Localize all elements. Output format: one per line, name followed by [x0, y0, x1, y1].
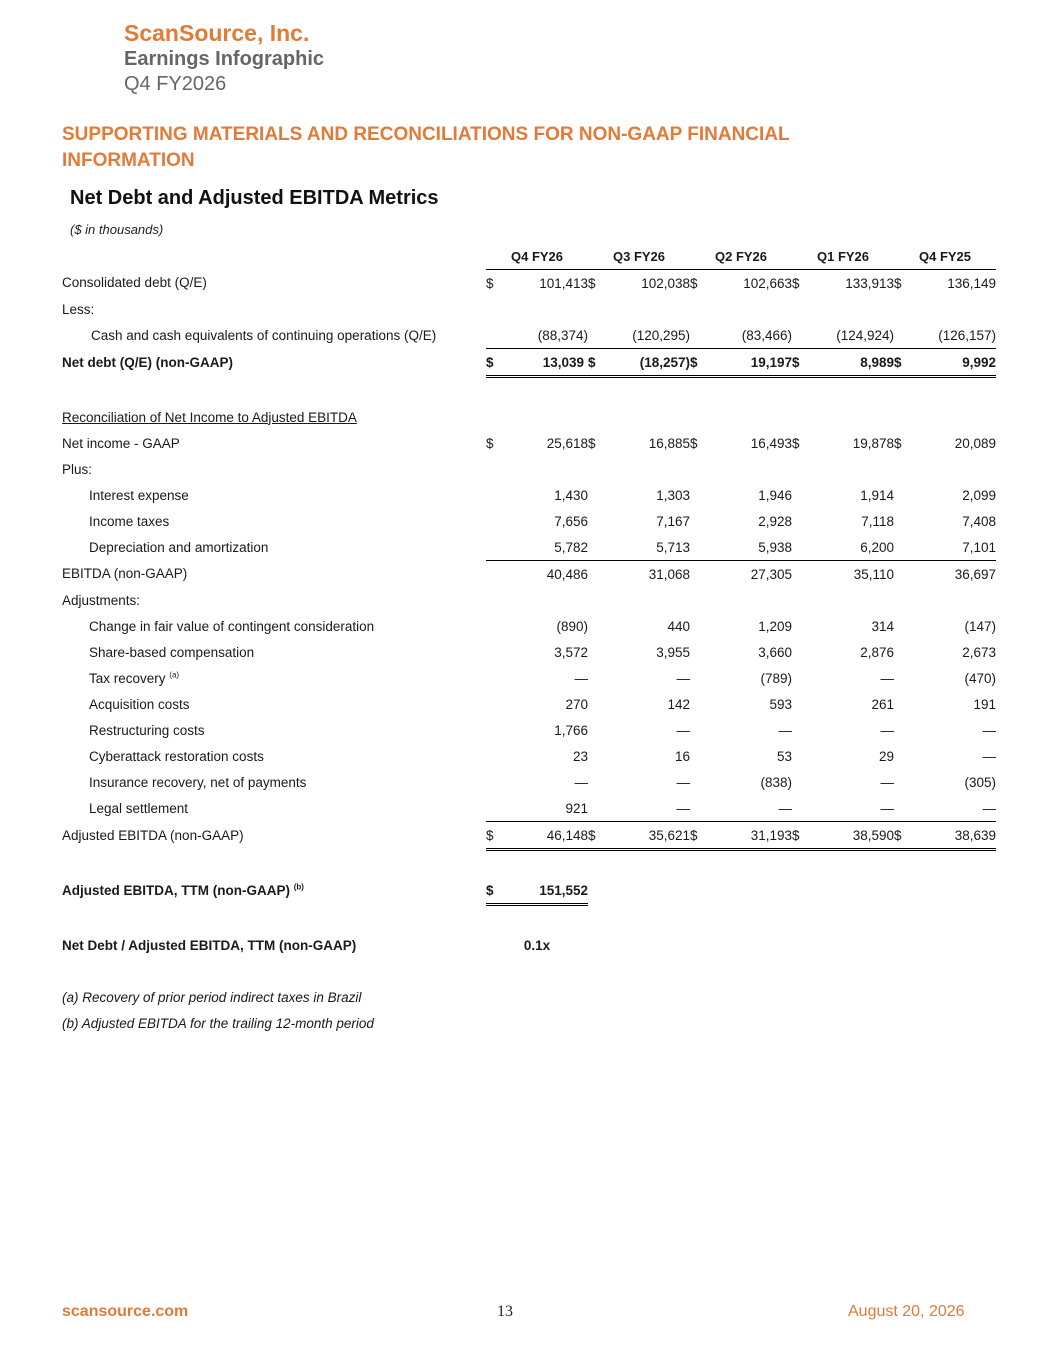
- table-row: [62, 404, 996, 430]
- cell-value: (18,257): [602, 349, 690, 377]
- table-row: [62, 296, 996, 322]
- cell-value: 7,656: [554, 513, 588, 529]
- cell-value: (83,466): [704, 322, 792, 349]
- cell-value: 270: [565, 696, 588, 712]
- cell-value: 7,408: [962, 513, 996, 529]
- dollar-sign: $: [690, 275, 698, 291]
- row-label: Legal settlement: [89, 800, 189, 816]
- section-title: SUPPORTING MATERIALS AND RECONCILIATIONS FOR NON-GAAP FINANCIAL INFORMATION: [62, 124, 790, 171]
- cell-value: (890): [556, 618, 588, 634]
- cell-value: 2,673: [962, 644, 996, 660]
- dollar-sign: $: [486, 349, 500, 377]
- cell-value: 29: [878, 748, 894, 764]
- table-row: [62, 665, 996, 691]
- row-label: Cyberattack restoration costs: [89, 748, 264, 764]
- cell-value: 6,200: [806, 534, 894, 561]
- cell-value: —: [778, 722, 792, 738]
- dollar-sign: $: [894, 349, 908, 377]
- cell-value: 38,639: [908, 822, 996, 850]
- dollar-sign: $: [792, 349, 806, 377]
- footer-date: August 20, 2026: [848, 1303, 965, 1320]
- company-name: ScanSource, Inc.: [124, 20, 310, 46]
- reconciliation-heading: Reconciliation of Net Income to Adjusted EBITDA: [62, 409, 357, 425]
- row-label: Plus:: [62, 461, 93, 477]
- row-label: Change in fair value of contingent consideration: [89, 618, 375, 634]
- row-label: Interest expense: [89, 487, 189, 503]
- cell-value: 1,946: [758, 487, 792, 503]
- cell-value: 142: [667, 696, 690, 712]
- dollar-sign: $: [486, 877, 500, 905]
- table-row: [62, 691, 996, 717]
- cell-value: 151,552: [500, 877, 588, 905]
- column-header-row: [62, 243, 996, 270]
- table-row: [62, 534, 996, 561]
- table-row: [62, 482, 996, 508]
- cell-value: 3,572: [554, 644, 588, 660]
- cell-value: 102,038: [641, 275, 690, 291]
- dollar-sign: $: [792, 822, 806, 850]
- row-label: Net income - GAAP: [62, 435, 180, 451]
- cell-value: 1,430: [554, 487, 588, 503]
- cell-value: —: [806, 795, 894, 822]
- dollar-sign: $: [894, 822, 908, 850]
- dollar-sign: $: [894, 435, 902, 451]
- cell-value: 16: [674, 748, 690, 764]
- footnote-b: (b) Adjusted EBITDA for the trailing 12-month period: [62, 1015, 374, 1031]
- table-row: [62, 270, 996, 297]
- footnote-row: [62, 1010, 996, 1036]
- cell-value: 2,876: [860, 644, 894, 660]
- table-row: [62, 795, 996, 822]
- row-label: Net debt (Q/E) (non-GAAP): [62, 355, 233, 370]
- cell-value: —: [880, 722, 894, 738]
- cell-value: 5,782: [500, 534, 588, 561]
- units-note: ($ in thousands): [70, 222, 164, 237]
- row-label: Less:: [62, 301, 95, 317]
- row-label: Tax recovery $^{(a)}$: [89, 670, 180, 686]
- cell-value: —: [704, 795, 792, 822]
- table-row-adjusted-ebitda: [62, 822, 996, 850]
- dollar-sign: $: [486, 822, 500, 850]
- cell-value: 7,118: [861, 513, 894, 529]
- cell-value: 5,938: [704, 534, 792, 561]
- cell-value: 2,099: [962, 487, 996, 503]
- row-label: Insurance recovery, net of payments: [89, 774, 307, 790]
- footnote-a: (a) Recovery of prior period indirect taxes in Brazil: [62, 989, 362, 1005]
- cell-value: 3,955: [656, 644, 690, 660]
- cell-value: —: [880, 774, 894, 790]
- cell-value: 8,989: [806, 349, 894, 377]
- row-label: EBITDA (non-GAAP): [62, 566, 188, 582]
- cell-value: 53: [776, 748, 792, 764]
- cell-value: 191: [973, 696, 996, 712]
- footnote-ref-b: (b): [293, 882, 304, 892]
- footer-website: scansource.com: [62, 1303, 189, 1320]
- cell-value: —: [676, 670, 690, 686]
- dollar-sign: $: [588, 275, 596, 291]
- cell-value: —: [908, 795, 996, 822]
- col-q3-fy26: Q3 FY26: [588, 243, 690, 270]
- col-q2-fy26: Q2 FY26: [690, 243, 792, 270]
- table-row: [62, 717, 996, 743]
- col-q1-fy26: Q1 FY26: [792, 243, 894, 270]
- cell-value: 38,590: [806, 822, 894, 850]
- document-subtitle: Earnings Infographic: [124, 48, 325, 70]
- cell-value: (305): [964, 774, 996, 790]
- table-row: [62, 639, 996, 665]
- table-title: Net Debt and Adjusted EBITDA Metrics: [70, 187, 439, 209]
- table-row: [62, 508, 996, 534]
- footnote-ref-a: (a): [169, 670, 180, 679]
- cell-value: (126,157): [908, 322, 996, 349]
- cell-value: 1,209: [758, 618, 792, 634]
- table-row-ratio: [62, 932, 996, 958]
- cell-value: —: [676, 774, 690, 790]
- table-row: [62, 322, 996, 349]
- cell-value: 0.1x: [523, 937, 551, 953]
- cell-value: 102,663: [743, 275, 792, 291]
- cell-value: 7,167: [656, 513, 690, 529]
- cell-value: (470): [964, 670, 996, 686]
- cell-value: 40,486: [546, 566, 588, 582]
- page-number: 13: [497, 1303, 513, 1320]
- cell-value: —: [574, 774, 588, 790]
- cell-value: (124,924): [806, 322, 894, 349]
- cell-value: 36,697: [954, 566, 996, 582]
- row-label: Consolidated debt (Q/E): [62, 275, 207, 291]
- cell-value: —: [574, 670, 588, 686]
- cell-value: 20,089: [954, 435, 996, 451]
- row-label: Adjustments:: [62, 592, 141, 608]
- cell-value: 16,885: [648, 435, 690, 451]
- row-label: Restructuring costs: [89, 722, 205, 738]
- cell-value: 5,713: [602, 534, 690, 561]
- cell-value: 46,148: [500, 822, 588, 850]
- footnote-row: [62, 984, 996, 1010]
- table-row: [62, 456, 996, 482]
- cell-value: 23: [572, 748, 588, 764]
- cell-value: 136,149: [947, 275, 996, 291]
- table-row: [62, 587, 996, 613]
- table-row: [62, 430, 996, 456]
- cell-value: 19,878: [852, 435, 894, 451]
- cell-value: 27,305: [750, 566, 792, 582]
- cell-value: (838): [760, 774, 792, 790]
- cell-value: (789): [760, 670, 792, 686]
- cell-value: 31,193: [704, 822, 792, 850]
- cell-value: 13,039: [500, 349, 588, 377]
- dollar-sign: $: [486, 435, 494, 451]
- row-label: Adjusted EBITDA (non-GAAP): [62, 828, 244, 843]
- row-label: Cash and cash equivalents of continuing operations (Q/E): [91, 327, 437, 343]
- table-row: [62, 613, 996, 639]
- row-label: Share-based compensation: [89, 644, 255, 660]
- row-label: Net Debt / Adjusted EBITDA, TTM (non-GAAP): [62, 937, 357, 953]
- cell-value: —: [676, 722, 690, 738]
- table-row-net-debt: [62, 349, 996, 377]
- dollar-sign: $: [486, 275, 494, 291]
- cell-value: (88,374): [500, 322, 588, 349]
- cell-value: 2,928: [758, 513, 792, 529]
- cell-value: (147): [964, 618, 996, 634]
- cell-value: 19,197: [704, 349, 792, 377]
- table-row: [62, 561, 996, 588]
- dollar-sign: $: [894, 275, 902, 291]
- cell-value: —: [982, 722, 996, 738]
- cell-value: 593: [769, 696, 792, 712]
- cell-value: 16,493: [750, 435, 792, 451]
- cell-value: 9,992: [908, 349, 996, 377]
- cell-value: 314: [871, 618, 894, 634]
- dollar-sign: $: [588, 822, 602, 850]
- cell-value: 35,621: [602, 822, 690, 850]
- dollar-sign: $: [690, 349, 704, 377]
- cell-value: 3,660: [758, 644, 792, 660]
- row-label: Depreciation and amortization: [89, 539, 269, 555]
- row-label: Acquisition costs: [89, 696, 190, 712]
- row-label: Adjusted EBITDA, TTM (non-GAAP) $^{(b)}$: [62, 882, 304, 899]
- cell-value: 7,101: [908, 534, 996, 561]
- table-row-ttm: [62, 877, 996, 905]
- table-row: [62, 743, 996, 769]
- dollar-sign: $: [792, 435, 800, 451]
- dollar-sign: $: [690, 435, 698, 451]
- dollar-sign: $: [690, 822, 704, 850]
- cell-value: 133,913: [845, 275, 894, 291]
- cell-value: —: [982, 748, 996, 764]
- cell-value: 31,068: [648, 566, 690, 582]
- cell-value: 261: [871, 696, 894, 712]
- cell-value: 1,914: [860, 487, 894, 503]
- dollar-sign: $: [588, 435, 596, 451]
- cell-value: —: [880, 670, 894, 686]
- col-q4-fy25: Q4 FY25: [894, 243, 996, 270]
- dollar-sign: $: [792, 275, 800, 291]
- cell-value: —: [602, 795, 690, 822]
- cell-value: 1,303: [656, 487, 690, 503]
- table-row: [62, 769, 996, 795]
- cell-value: 35,110: [853, 566, 894, 582]
- cell-value: (120,295): [602, 322, 690, 349]
- fiscal-period: Q4 FY2026: [124, 73, 227, 95]
- cell-value: 101,413: [539, 275, 588, 291]
- row-label: Income taxes: [89, 513, 170, 529]
- cell-value: 921: [500, 795, 588, 822]
- cell-value: 1,766: [554, 722, 588, 738]
- financial-table: [62, 243, 996, 1036]
- dollar-sign: $: [588, 349, 602, 377]
- cell-value: 440: [667, 618, 690, 634]
- cell-value: 25,618: [546, 435, 588, 451]
- col-q4-fy26: Q4 FY26: [486, 243, 588, 270]
